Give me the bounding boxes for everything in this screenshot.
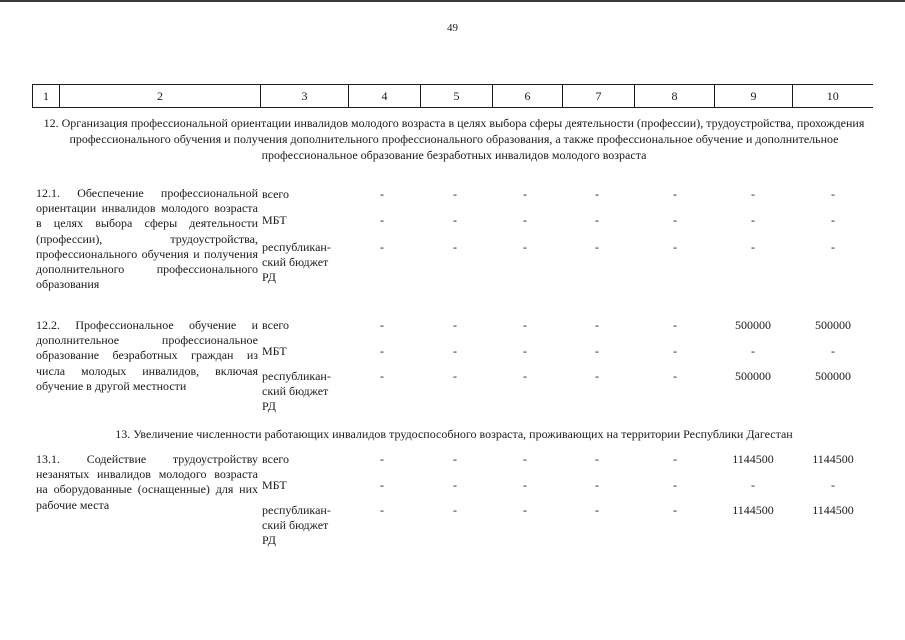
header-col-6: 6 (493, 85, 563, 108)
value-cell: - (673, 344, 677, 358)
value-cell: 1144500 (732, 452, 774, 466)
value-cell: 500000 (815, 369, 851, 383)
value-cell: - (380, 240, 384, 254)
source-label-mbt: МБТ (262, 478, 287, 492)
value-cell: - (523, 213, 527, 227)
value-cell: - (673, 369, 677, 383)
source-label-mbt: МБТ (262, 213, 287, 227)
value-cell: - (673, 452, 677, 466)
value-cell: 1144500 (732, 503, 774, 517)
value-cell: 500000 (735, 369, 771, 383)
value-cell: - (380, 213, 384, 227)
value-cell: - (453, 240, 457, 254)
header-col-7: 7 (563, 85, 635, 108)
header-col-2: 2 (60, 85, 261, 108)
value-cell: - (673, 213, 677, 227)
section-title-12: 12. Организация профессиональной ориентации инвалидов молодого возраста в целях выбора сферы деятельности (профессии), трудоустройства, прохождения профессионального обучения и получения дополнительного профессионального образования, а также профессиональное обучение и дополнительное профессиональное образование безработных инвалидов молодого возраста (43, 116, 865, 162)
source-label-republic-budget: республикан-ский бюджет РД (262, 369, 331, 413)
header-col-9: 9 (715, 85, 793, 108)
value-cell: - (523, 452, 527, 466)
value-cell: - (595, 318, 599, 332)
value-cell: - (453, 369, 457, 383)
header-col-8: 8 (635, 85, 715, 108)
value-cell: - (523, 503, 527, 517)
value-cell: 1144500 (812, 452, 854, 466)
value-cell: - (751, 344, 755, 358)
value-cell: - (453, 452, 457, 466)
value-cell: 500000 (815, 318, 851, 332)
header-col-4: 4 (349, 85, 421, 108)
page-number: 49 (447, 22, 458, 34)
value-cell: - (831, 344, 835, 358)
value-cell: - (595, 213, 599, 227)
value-cell: - (673, 503, 677, 517)
source-label-total: всего (262, 318, 290, 332)
value-cell: - (380, 452, 384, 466)
value-cell: - (453, 187, 457, 201)
value-cell: 1144500 (812, 503, 854, 517)
value-cell: - (523, 478, 527, 492)
value-cell: - (595, 344, 599, 358)
value-cell: - (831, 213, 835, 227)
value-cell: - (673, 318, 677, 332)
row-description-13-1: 13.1. Содействие трудоустройству незанятых инвалидов молодого возраста на оборудованные (оснащенные) для них рабочие места (36, 452, 258, 512)
value-cell: - (523, 369, 527, 383)
value-cell: - (751, 187, 755, 201)
value-cell: - (595, 369, 599, 383)
value-cell: - (453, 478, 457, 492)
source-label-total: всего (262, 187, 290, 201)
value-cell: - (595, 187, 599, 201)
value-cell: - (595, 503, 599, 517)
value-cell: - (751, 213, 755, 227)
value-cell: - (380, 318, 384, 332)
row-description-12-1: 12.1. Обеспечение профессиональной ориентации инвалидов молодого возраста в целях выбора сферы деятельности (профессии), трудоустройства, профессионального обучения и получения дополнительного профессионального образования (36, 186, 258, 292)
value-cell: - (453, 503, 457, 517)
value-cell: - (673, 187, 677, 201)
header-col-1: 1 (33, 85, 60, 108)
value-cell: - (523, 240, 527, 254)
value-cell: - (523, 344, 527, 358)
value-cell: - (453, 344, 457, 358)
value-cell: 500000 (735, 318, 771, 332)
value-cell: - (831, 240, 835, 254)
source-label-republic-budget: республикан-ский бюджет РД (262, 240, 331, 284)
value-cell: - (751, 478, 755, 492)
scan-edge (0, 0, 905, 2)
source-label-mbt: МБТ (262, 344, 287, 358)
value-cell: - (751, 240, 755, 254)
value-cell: - (380, 369, 384, 383)
header-col-3: 3 (261, 85, 349, 108)
value-cell: - (380, 344, 384, 358)
source-label-republic-budget: республикан-ский бюджет РД (262, 503, 331, 547)
value-cell: - (595, 452, 599, 466)
value-cell: - (523, 318, 527, 332)
value-cell: - (595, 478, 599, 492)
value-cell: - (673, 478, 677, 492)
column-number-header (32, 84, 873, 108)
value-cell: - (380, 187, 384, 201)
value-cell: - (831, 187, 835, 201)
value-cell: - (380, 478, 384, 492)
row-description-12-2: 12.2. Профессиональное обучение и дополнительное профессиональное образование безработных граждан из числа молодых инвалидов, включая обучение в другой местности (36, 318, 258, 393)
section-title-13: 13. Увеличение численности работающих инвалидов трудоспособного возраста, проживающих на территории Республики Дагестан (115, 427, 793, 441)
value-cell: - (523, 187, 527, 201)
value-cell: - (673, 240, 677, 254)
value-cell: - (453, 318, 457, 332)
source-label-total: всего (262, 452, 290, 466)
value-cell: - (453, 213, 457, 227)
value-cell: - (831, 478, 835, 492)
header-col-10: 10 (793, 85, 873, 108)
header-col-5: 5 (421, 85, 493, 108)
header-row (33, 85, 873, 108)
value-cell: - (380, 503, 384, 517)
value-cell: - (595, 240, 599, 254)
